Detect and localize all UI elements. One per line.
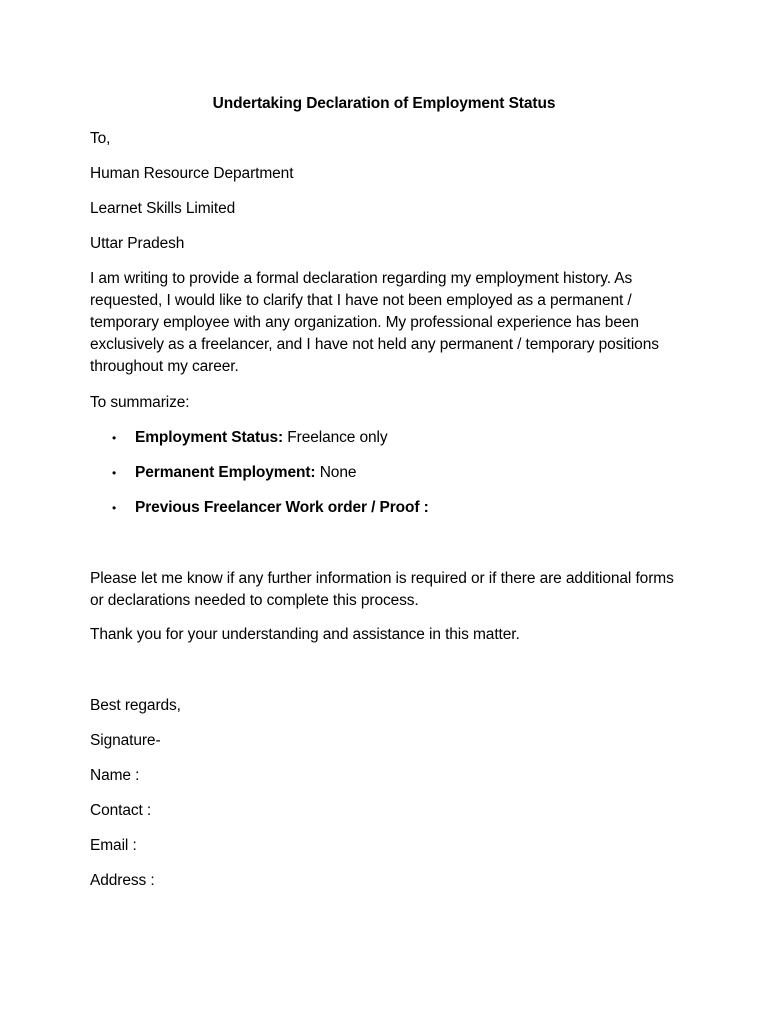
summary-value: None	[315, 464, 357, 481]
address-field: Address :	[90, 872, 155, 889]
bullet-icon: •	[112, 501, 117, 515]
closing-paragraph: Please let me know if any further information is required or if there are additional forms or declarations needed to complete this process.	[90, 570, 674, 609]
body-paragraph: I am writing to provide a formal declaration regarding my employment history. As requested, I would like to clarify that I have not been employed as a permanent / temporary employee with any organization. My professional experience has been exclusively as a freelancer, and I have not held any permanent / temporary positions throughout my career.	[90, 270, 659, 375]
recipient-company: Learnet Skills Limited	[90, 200, 236, 217]
recipient-department: Human Resource Department	[90, 165, 294, 182]
summary-value: Freelance only	[283, 429, 388, 446]
recipient-location: Uttar Pradesh	[90, 235, 185, 252]
bullet-icon: •	[112, 466, 117, 480]
bullet-icon: •	[112, 431, 117, 445]
sign-off: Best regards,	[90, 697, 181, 714]
document-title: Undertaking Declaration of Employment Status	[212, 95, 556, 112]
email-field: Email :	[90, 837, 137, 854]
summary-intro: To summarize:	[90, 394, 190, 411]
salutation: To,	[90, 130, 111, 147]
name-field: Name :	[90, 767, 140, 784]
thanks-text: Thank you for your understanding and assistance in this matter.	[90, 626, 520, 643]
summary-label: Employment Status:	[135, 429, 284, 446]
contact-field: Contact :	[90, 802, 152, 819]
signature-field: Signature-	[90, 732, 161, 749]
summary-label: Previous Freelancer Work order / Proof :	[135, 499, 429, 516]
summary-label: Permanent Employment:	[135, 464, 316, 481]
